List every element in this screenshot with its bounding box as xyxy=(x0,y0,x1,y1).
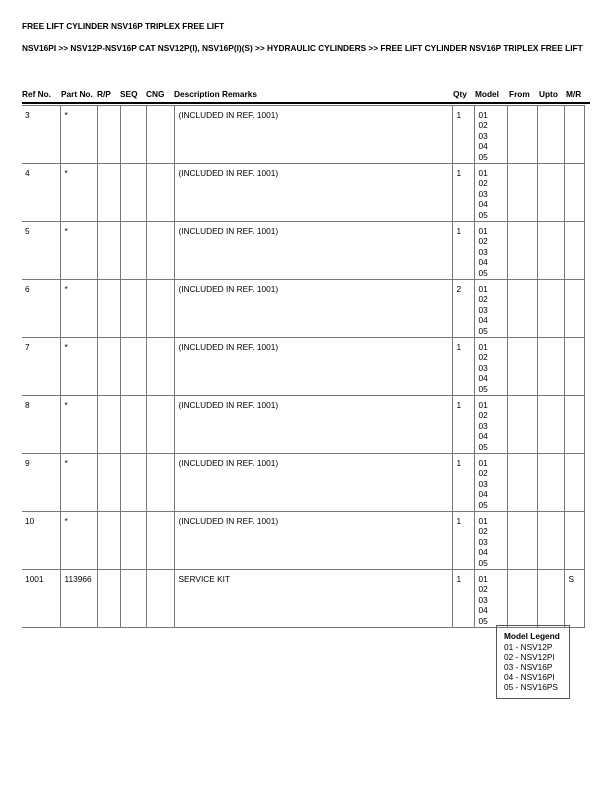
cell-mr xyxy=(564,338,584,396)
model-legend-title: Model Legend xyxy=(504,631,560,641)
model-code: 05 xyxy=(478,615,488,626)
model-legend xyxy=(496,625,570,699)
cell-desc: (INCLUDED IN REF. 1001) xyxy=(174,338,452,396)
cell-cng xyxy=(146,280,174,338)
model-code: 04 xyxy=(478,605,488,616)
model-code: 03 xyxy=(478,420,488,431)
cell-cng xyxy=(146,164,174,222)
model-code: 01 xyxy=(478,284,488,294)
cell-seq xyxy=(120,454,146,512)
model-code: 05 xyxy=(478,557,488,568)
cell-cng xyxy=(146,338,174,396)
cell-desc: (INCLUDED IN REF. 1001) xyxy=(174,396,452,454)
cell-qty: 1 xyxy=(452,222,474,280)
table-row xyxy=(22,570,584,628)
cell-ref: 7 xyxy=(22,338,60,396)
model-code: 04 xyxy=(478,373,488,384)
cell-mr xyxy=(564,396,584,454)
model-code: 04 xyxy=(478,489,488,500)
table-row xyxy=(22,396,584,454)
cell-qty: 2 xyxy=(452,280,474,338)
cell-model xyxy=(474,512,507,570)
col-header-from: From xyxy=(509,89,530,99)
cell-qty: 1 xyxy=(452,106,474,164)
cell-from xyxy=(507,164,537,222)
cell-desc: (INCLUDED IN REF. 1001) xyxy=(174,512,452,570)
model-code: 05 xyxy=(478,151,488,162)
cell-model xyxy=(474,280,507,338)
model-legend-item: 02 - NSV12PI xyxy=(504,652,555,662)
model-code: 05 xyxy=(478,325,488,336)
model-code: 02 xyxy=(478,236,488,247)
model-legend-item: 05 - NSV16PS xyxy=(504,682,558,692)
col-header-ref: Ref No. xyxy=(22,89,52,99)
cell-mr xyxy=(564,106,584,164)
cell-model xyxy=(474,164,507,222)
model-code: 05 xyxy=(478,441,488,452)
col-header-desc: Description Remarks xyxy=(174,89,258,99)
cell-seq xyxy=(120,338,146,396)
cell-desc: (INCLUDED IN REF. 1001) xyxy=(174,454,452,512)
model-code: 05 xyxy=(478,267,488,278)
model-code: 02 xyxy=(478,410,488,421)
model-code: 01 xyxy=(478,168,488,178)
model-code: 01 xyxy=(478,574,488,584)
cell-ref: 6 xyxy=(22,280,60,338)
cell-desc: (INCLUDED IN REF. 1001) xyxy=(174,106,452,164)
model-code: 02 xyxy=(478,178,488,189)
cell-ref: 1001 xyxy=(22,570,60,628)
cell-upto xyxy=(537,512,564,570)
cell-upto xyxy=(537,454,564,512)
cell-from xyxy=(507,454,537,512)
cell-qty: 1 xyxy=(452,570,474,628)
model-code: 03 xyxy=(478,130,488,141)
cell-cng xyxy=(146,106,174,164)
cell-cng xyxy=(146,512,174,570)
model-code: 03 xyxy=(478,362,488,373)
model-code: 05 xyxy=(478,499,488,510)
cell-part: * xyxy=(60,164,97,222)
cell-rp xyxy=(97,454,120,512)
model-code: 01 xyxy=(478,110,488,120)
col-header-qty: Qty xyxy=(453,89,467,99)
cell-from xyxy=(507,106,537,164)
cell-seq xyxy=(120,512,146,570)
cell-ref: 8 xyxy=(22,396,60,454)
parts-table xyxy=(22,105,585,628)
cell-upto xyxy=(537,280,564,338)
cell-mr xyxy=(564,454,584,512)
model-code: 02 xyxy=(478,120,488,131)
cell-seq xyxy=(120,106,146,164)
cell-cng xyxy=(146,396,174,454)
cell-mr xyxy=(564,222,584,280)
cell-upto xyxy=(537,338,564,396)
page-title: FREE LIFT CYLINDER NSV16P TRIPLEX FREE LIFT xyxy=(22,21,225,31)
model-code: 02 xyxy=(478,584,488,595)
model-code: 04 xyxy=(478,315,488,326)
col-header-cng: CNG xyxy=(146,89,165,99)
model-code: 03 xyxy=(478,246,488,257)
cell-rp xyxy=(97,338,120,396)
model-code: 02 xyxy=(478,294,488,305)
cell-part: 113966 xyxy=(60,570,97,628)
cell-model xyxy=(474,396,507,454)
cell-ref: 3 xyxy=(22,106,60,164)
cell-mr xyxy=(564,512,584,570)
model-code: 01 xyxy=(478,516,488,526)
table-row xyxy=(22,106,584,164)
cell-part: * xyxy=(60,512,97,570)
cell-from xyxy=(507,280,537,338)
model-code: 03 xyxy=(478,188,488,199)
cell-qty: 1 xyxy=(452,512,474,570)
cell-seq xyxy=(120,164,146,222)
cell-from xyxy=(507,396,537,454)
model-code: 02 xyxy=(478,352,488,363)
breadcrumb: NSV16PI >> NSV12P-NSV16P CAT NSV12P(I), NSV16P(I)(S) >> HYDRAULIC CYLINDERS >> FREE LIFT CYLINDER NSV16P TRIPLEX FREE LIFT xyxy=(22,43,583,53)
cell-seq xyxy=(120,396,146,454)
table-row xyxy=(22,280,584,338)
cell-rp xyxy=(97,512,120,570)
cell-desc: (INCLUDED IN REF. 1001) xyxy=(174,280,452,338)
cell-seq xyxy=(120,570,146,628)
cell-seq xyxy=(120,280,146,338)
col-header-model: Model xyxy=(475,89,499,99)
cell-model xyxy=(474,338,507,396)
model-code: 01 xyxy=(478,226,488,236)
cell-model xyxy=(474,570,507,628)
cell-upto xyxy=(537,396,564,454)
model-code: 03 xyxy=(478,594,488,605)
cell-upto xyxy=(537,106,564,164)
cell-model xyxy=(474,222,507,280)
cell-qty: 1 xyxy=(452,396,474,454)
cell-upto xyxy=(537,570,564,628)
model-code: 01 xyxy=(478,458,488,468)
model-legend-item: 04 - NSV16PI xyxy=(504,672,555,682)
cell-rp xyxy=(97,396,120,454)
model-code: 04 xyxy=(478,257,488,268)
model-code: 04 xyxy=(478,199,488,210)
cell-from xyxy=(507,338,537,396)
cell-part: * xyxy=(60,396,97,454)
cell-model xyxy=(474,106,507,164)
cell-mr: S xyxy=(564,570,584,628)
model-code: 05 xyxy=(478,209,488,220)
model-code: 04 xyxy=(478,141,488,152)
cell-desc: SERVICE KIT xyxy=(174,570,452,628)
cell-cng xyxy=(146,570,174,628)
cell-part: * xyxy=(60,222,97,280)
cell-upto xyxy=(537,164,564,222)
cell-rp xyxy=(97,106,120,164)
cell-qty: 1 xyxy=(452,164,474,222)
cell-ref: 10 xyxy=(22,512,60,570)
cell-part: * xyxy=(60,280,97,338)
model-code: 05 xyxy=(478,383,488,394)
table-row xyxy=(22,338,584,396)
model-code: 03 xyxy=(478,304,488,315)
table-row xyxy=(22,512,584,570)
model-code: 04 xyxy=(478,547,488,558)
cell-part: * xyxy=(60,106,97,164)
model-legend-item: 01 - NSV12P xyxy=(504,642,553,652)
cell-part: * xyxy=(60,338,97,396)
cell-rp xyxy=(97,164,120,222)
model-code: 01 xyxy=(478,400,488,410)
cell-qty: 1 xyxy=(452,338,474,396)
col-header-mr: M/R xyxy=(566,89,582,99)
model-code: 03 xyxy=(478,536,488,547)
col-header-part: Part No. xyxy=(61,89,93,99)
cell-desc: (INCLUDED IN REF. 1001) xyxy=(174,222,452,280)
header-divider xyxy=(22,102,590,104)
table-row xyxy=(22,222,584,280)
model-code: 04 xyxy=(478,431,488,442)
cell-qty: 1 xyxy=(452,454,474,512)
col-header-upto: Upto xyxy=(539,89,558,99)
col-header-seq: SEQ xyxy=(120,89,138,99)
cell-ref: 9 xyxy=(22,454,60,512)
model-code: 01 xyxy=(478,342,488,352)
cell-seq xyxy=(120,222,146,280)
cell-upto xyxy=(537,222,564,280)
cell-cng xyxy=(146,454,174,512)
cell-mr xyxy=(564,280,584,338)
cell-rp xyxy=(97,280,120,338)
cell-model xyxy=(474,454,507,512)
cell-cng xyxy=(146,222,174,280)
cell-ref: 5 xyxy=(22,222,60,280)
model-legend-item: 03 - NSV16P xyxy=(504,662,553,672)
model-code: 02 xyxy=(478,468,488,479)
cell-from xyxy=(507,512,537,570)
col-header-rp: R/P xyxy=(97,89,111,99)
table-row xyxy=(22,454,584,512)
cell-rp xyxy=(97,222,120,280)
cell-from xyxy=(507,222,537,280)
cell-mr xyxy=(564,164,584,222)
cell-part: * xyxy=(60,454,97,512)
cell-from xyxy=(507,570,537,628)
cell-ref: 4 xyxy=(22,164,60,222)
cell-desc: (INCLUDED IN REF. 1001) xyxy=(174,164,452,222)
table-row xyxy=(22,164,584,222)
model-code: 02 xyxy=(478,526,488,537)
model-code: 03 xyxy=(478,478,488,489)
cell-rp xyxy=(97,570,120,628)
